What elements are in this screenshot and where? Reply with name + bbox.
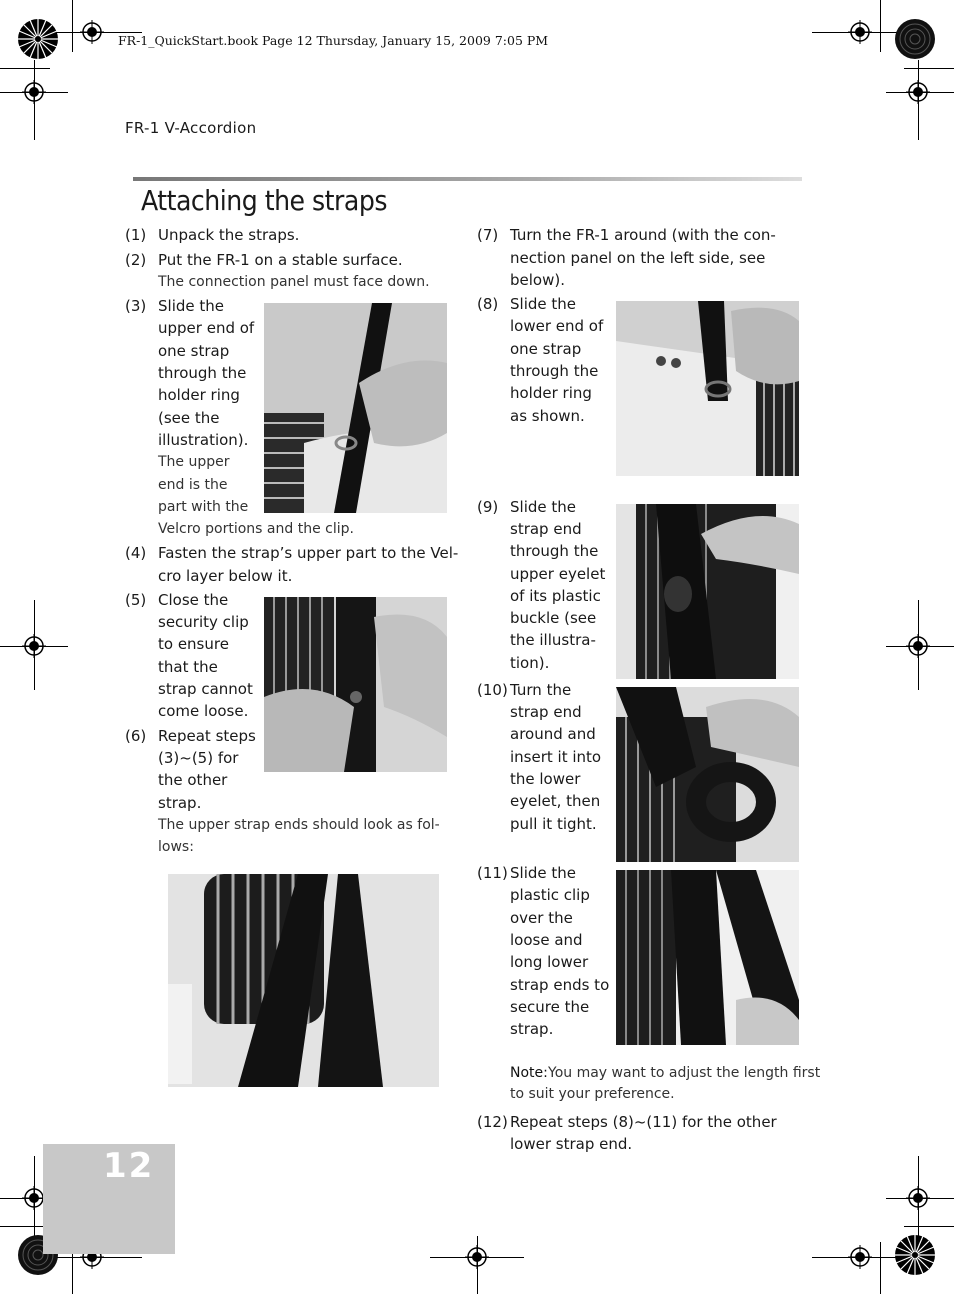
registration-mark-icon (80, 20, 104, 44)
step-text: as shown. (510, 407, 585, 425)
step-text: to ensure (158, 635, 229, 653)
step-text: pull it tight. (510, 815, 597, 833)
step-text: strap. (158, 794, 202, 812)
step-text: Turn the (510, 681, 572, 699)
step-text: Slide the (510, 864, 576, 882)
note-text: You may want to adjust the length first (548, 1065, 821, 1081)
step-text: strap ends to (510, 976, 610, 994)
step-text: Close the (158, 591, 229, 609)
step-text: Slide the (158, 297, 224, 315)
step-text: (3)~(5) for (158, 749, 239, 767)
step-text: nection panel on the left side, see (510, 249, 766, 267)
step-text: loose and (510, 931, 583, 949)
step-text: Unpack the straps. (158, 226, 300, 244)
step-number: (11) (477, 864, 508, 882)
registration-mark-icon (22, 80, 46, 104)
running-header: FR-1 V-Accordion (125, 119, 257, 137)
step-text: illustration). (158, 431, 249, 449)
registration-mark-icon (465, 1245, 489, 1269)
step-number: (10) (477, 681, 508, 699)
step-note: Velcro portions and the clip. (158, 521, 354, 537)
step-text: Put the FR-1 on a stable surface. (158, 251, 403, 269)
step-number: (9) (477, 498, 499, 516)
step-text: lower end of (510, 317, 604, 335)
star-target-icon (894, 1234, 936, 1276)
step-note: end is the (158, 477, 228, 493)
note-text: to suit your preference. (510, 1086, 675, 1102)
photo-lower-end-through-ring (616, 301, 799, 476)
step-text: that the (158, 658, 218, 676)
photo-strap-into-lower-eyelet (616, 687, 799, 862)
step-text: strap cannot (158, 680, 253, 698)
step-text: strap end (510, 703, 582, 721)
step-text: one strap (510, 340, 582, 358)
photo-upper-strap-ends (168, 874, 439, 1087)
step-number: (7) (477, 226, 499, 244)
step-number: (6) (125, 727, 147, 745)
title-rule (133, 177, 802, 181)
step-text: holder ring (510, 384, 592, 402)
registration-mark-icon (906, 1186, 930, 1210)
step-note: lows: (158, 839, 194, 855)
photo-strap-through-holder-ring (264, 303, 447, 513)
step-text: Slide the (510, 498, 576, 516)
step-text: upper eyelet (510, 565, 606, 583)
step-text: Turn the FR-1 around (with the con- (510, 226, 776, 244)
step-text: upper end of (158, 319, 255, 337)
step-text: over the (510, 909, 573, 927)
photo-plastic-clip-over-ends (616, 870, 799, 1045)
step-note: part with the (158, 499, 249, 515)
registration-mark-icon (906, 80, 930, 104)
step-number: (12) (477, 1113, 508, 1131)
page-title: Attaching the straps (141, 184, 387, 217)
registration-mark-icon (848, 1245, 872, 1269)
step-text: security clip (158, 613, 249, 631)
step-text: the other (158, 771, 228, 789)
step-text: of its plastic (510, 587, 601, 605)
registration-mark-icon (848, 20, 872, 44)
print-info-line: FR-1_QuickStart.book Page 12 Thursday, January 15, 2009 7:05 PM (118, 33, 549, 48)
star-target-icon (894, 18, 936, 60)
step-number: (3) (125, 297, 147, 315)
step-text: cro layer below it. (158, 567, 293, 585)
step-text: Repeat steps (158, 727, 256, 745)
step-text: one strap (158, 342, 230, 360)
step-text: tion). (510, 654, 550, 672)
step-text: secure the (510, 998, 590, 1016)
step-number: (2) (125, 251, 147, 269)
registration-mark-icon (22, 634, 46, 658)
step-number: (1) (125, 226, 147, 244)
step-text: the illustra- (510, 631, 596, 649)
step-note: The connection panel must face down. (158, 274, 430, 290)
step-text: through the (158, 364, 247, 382)
page-number: 12 (103, 1146, 155, 1186)
step-text: buckle (see (510, 609, 597, 627)
photo-strap-through-buckle (616, 504, 799, 679)
star-target-icon (17, 18, 59, 60)
step-text: through the (510, 542, 599, 560)
step-note: The upper strap ends should look as fol- (158, 817, 440, 833)
step-text: Fasten the strap’s upper part to the Vel- (158, 544, 459, 562)
step-text: Slide the (510, 295, 576, 313)
step-text: (see the (158, 409, 220, 427)
step-text: plastic clip (510, 886, 590, 904)
step-text: Repeat steps (8)~(11) for the other (510, 1113, 777, 1131)
step-text: the lower (510, 770, 581, 788)
step-text: below). (510, 271, 565, 289)
step-text: through the (510, 362, 599, 380)
step-number: (5) (125, 591, 147, 609)
step-number: (8) (477, 295, 499, 313)
step-text: insert it into (510, 748, 602, 766)
step-text: around and (510, 725, 596, 743)
photo-closing-security-clip (264, 597, 447, 772)
step-text: strap. (510, 1020, 554, 1038)
step-text: strap end (510, 520, 582, 538)
note-label: Note: (510, 1065, 548, 1081)
registration-mark-icon (906, 634, 930, 658)
step-note: The upper (158, 454, 230, 470)
step-text: lower strap end. (510, 1135, 633, 1153)
step-text: come loose. (158, 702, 249, 720)
step-text: holder ring (158, 386, 240, 404)
step-number: (4) (125, 544, 147, 562)
step-text: eyelet, then (510, 792, 601, 810)
step-text: long lower (510, 953, 589, 971)
